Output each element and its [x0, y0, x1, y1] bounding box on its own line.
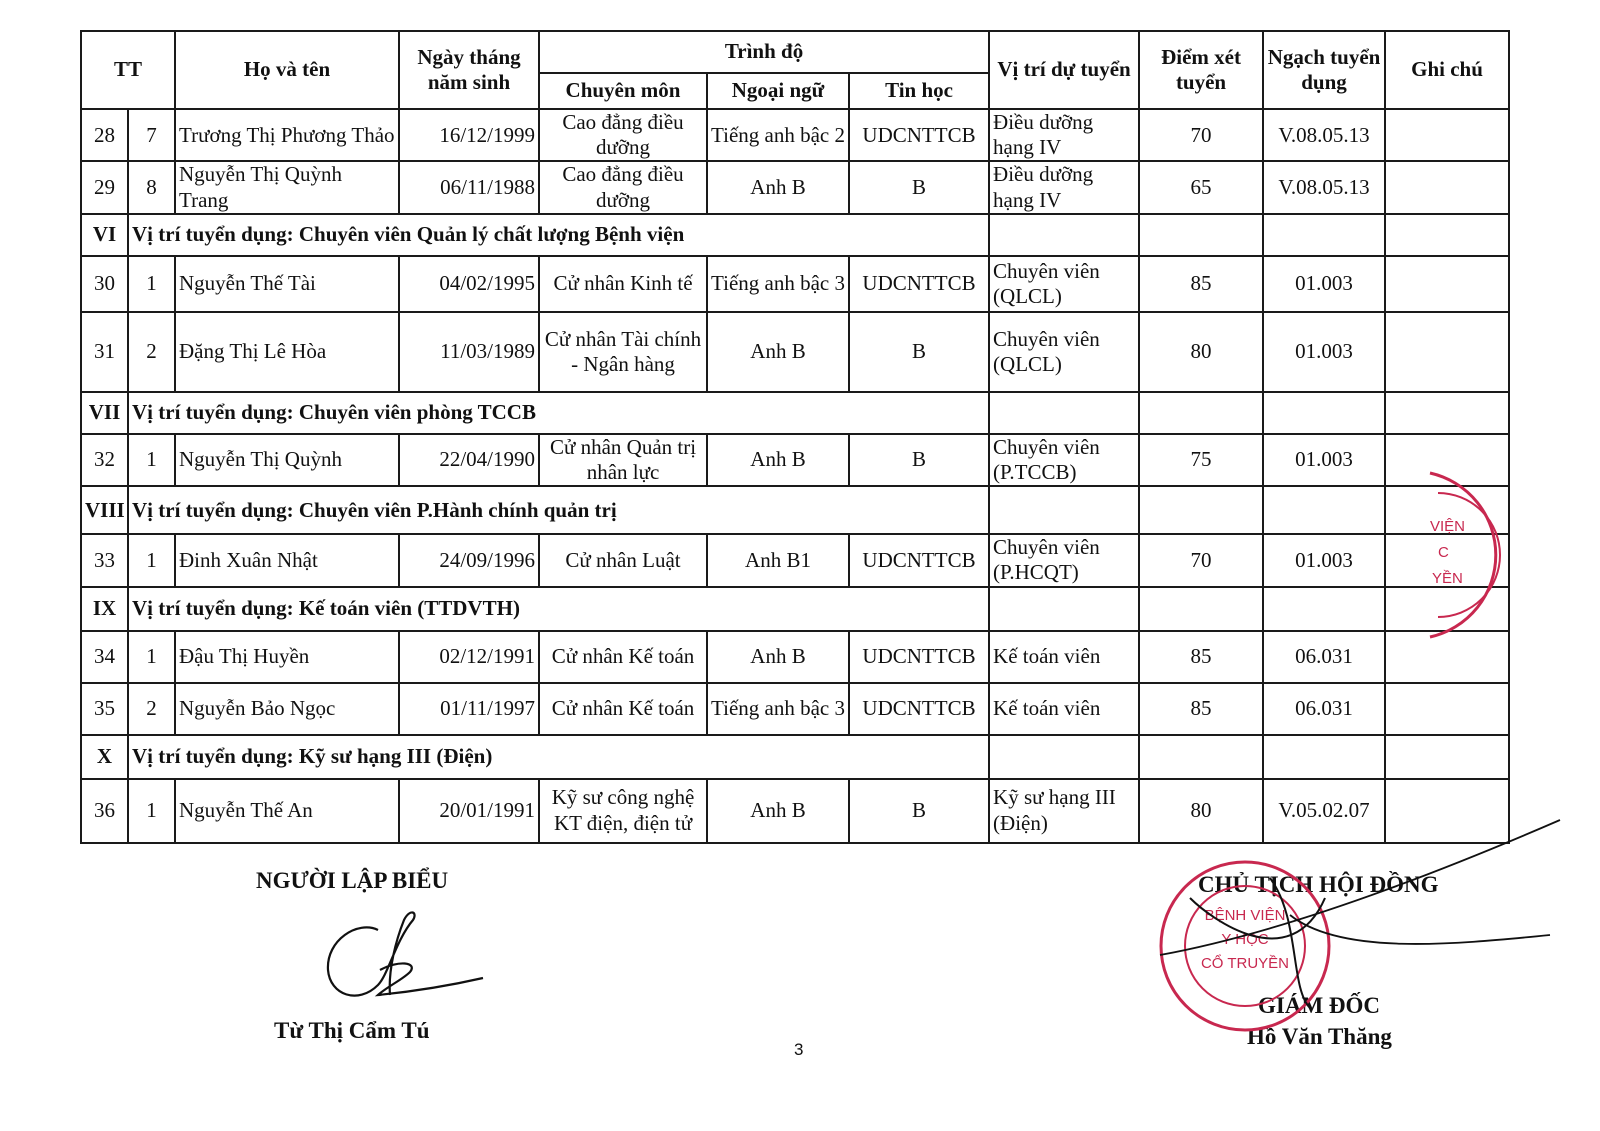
cell-stt: 33	[81, 534, 128, 586]
section-empty-cell	[1385, 735, 1509, 779]
table-row	[81, 256, 1509, 312]
cell-position: Chuyên viên (P.TCCB)	[989, 434, 1139, 486]
table-body	[81, 109, 1509, 843]
section-number: VI	[81, 214, 128, 256]
section-number: VIII	[81, 486, 128, 534]
cell-stt: 36	[81, 779, 128, 843]
chairman-title: CHỦ TỊCH HỘI ĐỒNG	[1198, 872, 1439, 897]
cell-position: Kỹ sư hạng III (Điện)	[989, 779, 1139, 843]
header-rank: Ngạch tuyển dụng	[1263, 31, 1385, 109]
cell-it: UDCNTTCB	[849, 534, 989, 586]
cell-score: 85	[1139, 256, 1263, 312]
cell-sub: 1	[128, 631, 175, 683]
partial-seal-line-1: VIỆN	[1430, 518, 1466, 535]
cell-name: Nguyễn Bảo Ngọc	[175, 683, 399, 735]
cell-rank: 01.003	[1263, 434, 1385, 486]
section-empty-cell	[1139, 214, 1263, 256]
cell-it: B	[849, 161, 989, 213]
cell-rank: 01.003	[1263, 256, 1385, 312]
cell-stt: 30	[81, 256, 128, 312]
cell-position: Điều dưỡng hạng IV	[989, 109, 1139, 161]
cell-rank: V.08.05.13	[1263, 109, 1385, 161]
partial-seal-line-2: C	[1438, 544, 1449, 561]
cell-lang: Anh B	[707, 631, 849, 683]
cell-sub: 1	[128, 434, 175, 486]
header-dob: Ngày tháng năm sinh	[399, 31, 539, 109]
cell-score: 70	[1139, 534, 1263, 586]
cell-dob: 01/11/1997	[399, 683, 539, 735]
cell-lang: Anh B1	[707, 534, 849, 586]
cell-rank: V.05.02.07	[1263, 779, 1385, 843]
cell-score: 80	[1139, 312, 1263, 392]
section-number: X	[81, 735, 128, 779]
cell-note	[1385, 109, 1509, 161]
cell-position: Chuyên viên (QLCL)	[989, 312, 1139, 392]
section-row	[81, 735, 1509, 779]
section-title: Vị trí tuyển dụng: Chuyên viên phòng TCCB	[128, 392, 989, 434]
cell-position: Chuyên viên (QLCL)	[989, 256, 1139, 312]
section-empty-cell	[1385, 392, 1509, 434]
table-row	[81, 434, 1509, 486]
cell-name: Trương Thị Phương Thảo	[175, 109, 399, 161]
cell-rank: V.08.05.13	[1263, 161, 1385, 213]
cell-name: Đặng Thị Lê Hòa	[175, 312, 399, 392]
section-empty-cell	[1139, 392, 1263, 434]
cell-lang: Anh B	[707, 779, 849, 843]
cell-position: Kế toán viên	[989, 631, 1139, 683]
section-title: Vị trí tuyển dụng: Chuyên viên P.Hành chính quản trị	[128, 486, 989, 534]
preparer-title: NGƯỜI LẬP BIỂU	[256, 868, 449, 893]
cell-score: 75	[1139, 434, 1263, 486]
cell-sub: 2	[128, 312, 175, 392]
cell-score: 80	[1139, 779, 1263, 843]
section-row	[81, 486, 1509, 534]
cell-major: Cử nhân Kinh tế	[539, 256, 707, 312]
cell-note	[1385, 683, 1509, 735]
cell-note	[1385, 161, 1509, 213]
header-note: Ghi chú	[1385, 31, 1509, 109]
cell-lang: Anh B	[707, 312, 849, 392]
section-empty-cell	[989, 214, 1139, 256]
seal-line-3: CỔ TRUYỀN	[1200, 955, 1290, 972]
preparer-name: Từ Thị Cẩm Tú	[274, 1018, 430, 1043]
header-qualification: Trình độ	[539, 31, 989, 73]
section-empty-cell	[1263, 486, 1385, 534]
cell-stt: 34	[81, 631, 128, 683]
section-empty-cell	[1263, 587, 1385, 631]
header-name: Họ và tên	[175, 31, 399, 109]
director-signature	[1150, 815, 1570, 985]
cell-major: Cử nhân Tài chính - Ngân hàng	[539, 312, 707, 392]
cell-score: 70	[1139, 109, 1263, 161]
director-name: Hồ Văn Thăng	[1247, 1024, 1392, 1049]
seal-line-1: BỆNH VIỆN	[1204, 907, 1286, 924]
table-row	[81, 631, 1509, 683]
cell-dob: 02/12/1991	[399, 631, 539, 683]
section-empty-cell	[989, 587, 1139, 631]
section-empty-cell	[1263, 735, 1385, 779]
cell-it: UDCNTTCB	[849, 683, 989, 735]
table-row	[81, 534, 1509, 586]
section-title: Vị trí tuyển dụng: Kế toán viên (TTDVTH)	[128, 587, 989, 631]
director-title: GIÁM ĐỐC	[1258, 993, 1381, 1018]
cell-lang: Tiếng anh bậc 3	[707, 683, 849, 735]
seal-line-2: Y HỌC	[1221, 931, 1269, 948]
cell-major: Kỹ sư công nghệ KT điện, điện tử	[539, 779, 707, 843]
cell-rank: 06.031	[1263, 631, 1385, 683]
cell-score: 85	[1139, 683, 1263, 735]
table-row	[81, 312, 1509, 392]
cell-lang: Anh B	[707, 434, 849, 486]
partial-seal-line-3: YỀN	[1432, 570, 1463, 587]
section-empty-cell	[1385, 214, 1509, 256]
header-major: Chuyên môn	[539, 73, 707, 109]
cell-lang: Anh B	[707, 161, 849, 213]
cell-sub: 2	[128, 683, 175, 735]
table-row	[81, 683, 1509, 735]
header-score: Điểm xét tuyển	[1139, 31, 1263, 109]
cell-it: UDCNTTCB	[849, 109, 989, 161]
partial-seal	[1420, 465, 1520, 645]
cell-it: B	[849, 434, 989, 486]
header-tt: TT	[81, 31, 175, 109]
cell-position: Điều dưỡng hạng IV	[989, 161, 1139, 213]
section-empty-cell	[1263, 214, 1385, 256]
cell-name: Nguyễn Thị Quỳnh Trang	[175, 161, 399, 213]
cell-position: Kế toán viên	[989, 683, 1139, 735]
cell-dob: 16/12/1999	[399, 109, 539, 161]
section-row	[81, 392, 1509, 434]
cell-lang: Tiếng anh bậc 3	[707, 256, 849, 312]
cell-stt: 35	[81, 683, 128, 735]
section-empty-cell	[1139, 486, 1263, 534]
cell-major: Cao đẳng điều dưỡng	[539, 161, 707, 213]
section-title: Vị trí tuyển dụng: Chuyên viên Quản lý chất lượng Bệnh viện	[128, 214, 989, 256]
cell-it: UDCNTTCB	[849, 256, 989, 312]
cell-stt: 31	[81, 312, 128, 392]
section-empty-cell	[989, 735, 1139, 779]
cell-rank: 06.031	[1263, 683, 1385, 735]
cell-sub: 1	[128, 256, 175, 312]
section-number: VII	[81, 392, 128, 434]
cell-dob: 06/11/1988	[399, 161, 539, 213]
cell-name: Nguyễn Thị Quỳnh	[175, 434, 399, 486]
header-language: Ngoại ngữ	[707, 73, 849, 109]
cell-name: Nguyễn Thế An	[175, 779, 399, 843]
header-it: Tin học	[849, 73, 989, 109]
cell-major: Cử nhân Kế toán	[539, 683, 707, 735]
cell-dob: 04/02/1995	[399, 256, 539, 312]
cell-major: Cử nhân Kế toán	[539, 631, 707, 683]
cell-major: Cử nhân Luật	[539, 534, 707, 586]
cell-rank: 01.003	[1263, 534, 1385, 586]
header-position: Vị trí dự tuyển	[989, 31, 1139, 109]
cell-note	[1385, 312, 1509, 392]
cell-score: 85	[1139, 631, 1263, 683]
cell-note	[1385, 256, 1509, 312]
cell-it: B	[849, 312, 989, 392]
cell-stt: 29	[81, 161, 128, 213]
cell-lang: Tiếng anh bậc 2	[707, 109, 849, 161]
section-row	[81, 214, 1509, 256]
cell-name: Nguyễn Thế Tài	[175, 256, 399, 312]
cell-dob: 20/01/1991	[399, 779, 539, 843]
section-title: Vị trí tuyển dụng: Kỹ sư hạng III (Điện)	[128, 735, 989, 779]
cell-it: UDCNTTCB	[849, 631, 989, 683]
cell-name: Đậu Thị Huyền	[175, 631, 399, 683]
section-number: IX	[81, 587, 128, 631]
cell-score: 65	[1139, 161, 1263, 213]
cell-sub: 1	[128, 534, 175, 586]
cell-dob: 22/04/1990	[399, 434, 539, 486]
cell-dob: 24/09/1996	[399, 534, 539, 586]
cell-sub: 7	[128, 109, 175, 161]
cell-major: Cử nhân Quản trị nhân lực	[539, 434, 707, 486]
cell-sub: 8	[128, 161, 175, 213]
cell-sub: 1	[128, 779, 175, 843]
page-number: 3	[794, 1040, 804, 1059]
section-row	[81, 587, 1509, 631]
section-empty-cell	[1263, 392, 1385, 434]
cell-dob: 11/03/1989	[399, 312, 539, 392]
cell-stt: 32	[81, 434, 128, 486]
section-empty-cell	[989, 486, 1139, 534]
section-empty-cell	[1139, 735, 1263, 779]
cell-rank: 01.003	[1263, 312, 1385, 392]
section-empty-cell	[989, 392, 1139, 434]
table-row	[81, 161, 1509, 213]
cell-stt: 28	[81, 109, 128, 161]
section-empty-cell	[1139, 587, 1263, 631]
cell-name: Đinh Xuân Nhật	[175, 534, 399, 586]
cell-it: B	[849, 779, 989, 843]
table-row	[81, 109, 1509, 161]
cell-position: Chuyên viên (P.HCQT)	[989, 534, 1139, 586]
candidate-table	[80, 30, 1510, 844]
preparer-signature	[318, 900, 488, 1020]
cell-major: Cao đẳng điều dưỡng	[539, 109, 707, 161]
